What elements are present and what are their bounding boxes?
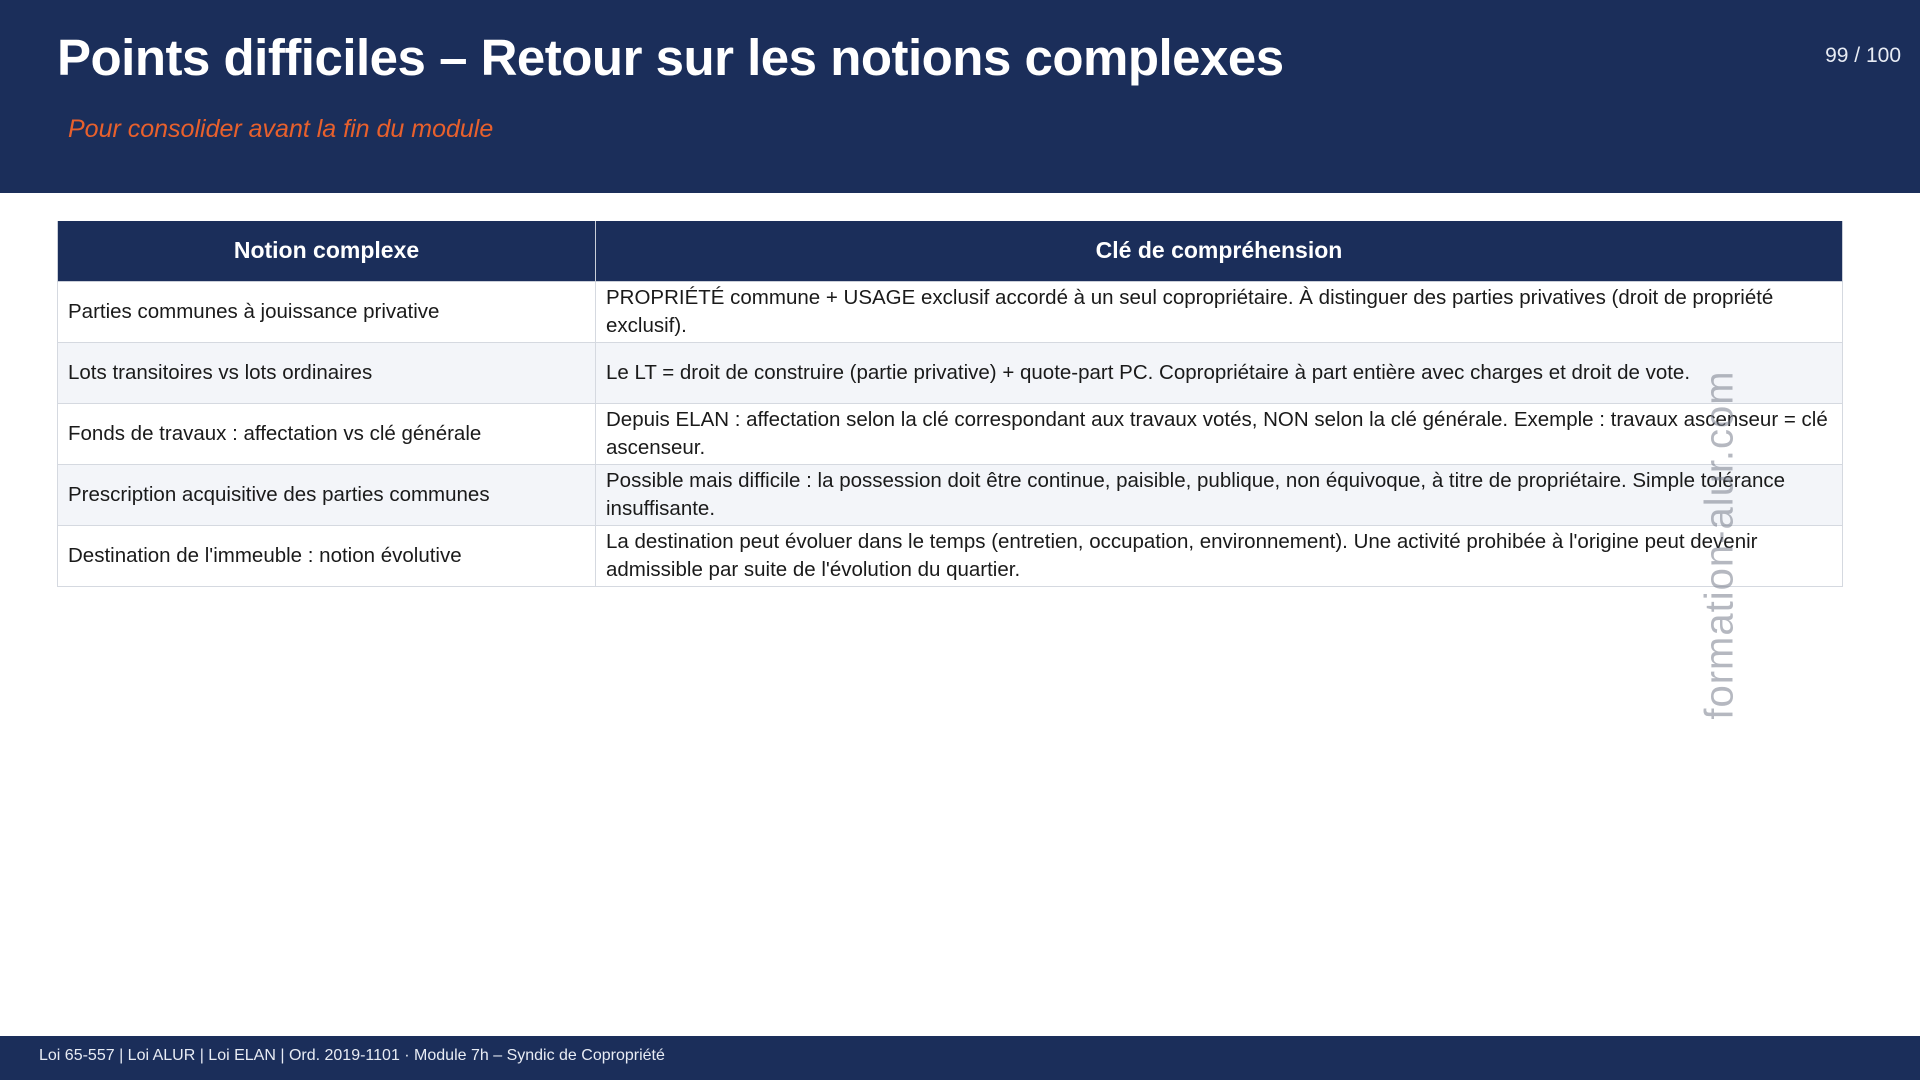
watermark: formation-alur.com [1697, 370, 1742, 720]
table-row [58, 342, 1843, 403]
slide-title: Points difficiles – Retour sur les notions complexes [57, 29, 1284, 86]
cell-cle: Depuis ELAN : affectation selon la clé correspondant aux travaux votés, NON selon la clé générale. Exemple : travaux ascenseur = clé ascenseur. [596, 403, 1843, 464]
page-number: 99 / 100 [1825, 44, 1901, 67]
cell-cle: Le LT = droit de construire (partie privative) + quote-part PC. Copropriétaire à part entière avec charges et droit de vote. [596, 342, 1843, 403]
table-row [58, 525, 1843, 586]
cell-cle: PROPRIÉTÉ commune + USAGE exclusif accordé à un seul copropriétaire. À distinguer des parties privatives (droit de propriété exclusif). [596, 281, 1843, 342]
cell-notion: Parties communes à jouissance privative [58, 281, 596, 342]
slide-footer [0, 1036, 1920, 1080]
cell-notion: Fonds de travaux : affectation vs clé générale [58, 403, 596, 464]
cell-notion: Prescription acquisitive des parties communes [58, 464, 596, 525]
cell-notion: Lots transitoires vs lots ordinaires [58, 342, 596, 403]
table-row [58, 464, 1843, 525]
notions-table [57, 221, 1843, 587]
slide-header [0, 0, 1920, 193]
notions-table-container [57, 221, 1842, 587]
cell-notion: Destination de l'immeuble : notion évolutive [58, 525, 596, 586]
footer-text: Loi 65-557 | Loi ALUR | Loi ELAN | Ord. 2019-1101 · Module 7h – Syndic de Copropriété [39, 1047, 665, 1064]
table-row [58, 403, 1843, 464]
table-header-row [58, 221, 1843, 281]
column-header-notion: Notion complexe [58, 221, 596, 281]
cell-cle: Possible mais difficile : la possession doit être continue, paisible, publique, non équivoque, à titre de propriétaire. Simple tolérance insuffisante. [596, 464, 1843, 525]
column-header-cle: Clé de compréhension [596, 221, 1843, 281]
cell-cle: La destination peut évoluer dans le temps (entretien, occupation, environnement). Une activité prohibée à l'origine peut devenir admissible par suite de l'évolution du quartier. [596, 525, 1843, 586]
slide-subtitle: Pour consolider avant la fin du module [68, 115, 494, 143]
table-row [58, 281, 1843, 342]
